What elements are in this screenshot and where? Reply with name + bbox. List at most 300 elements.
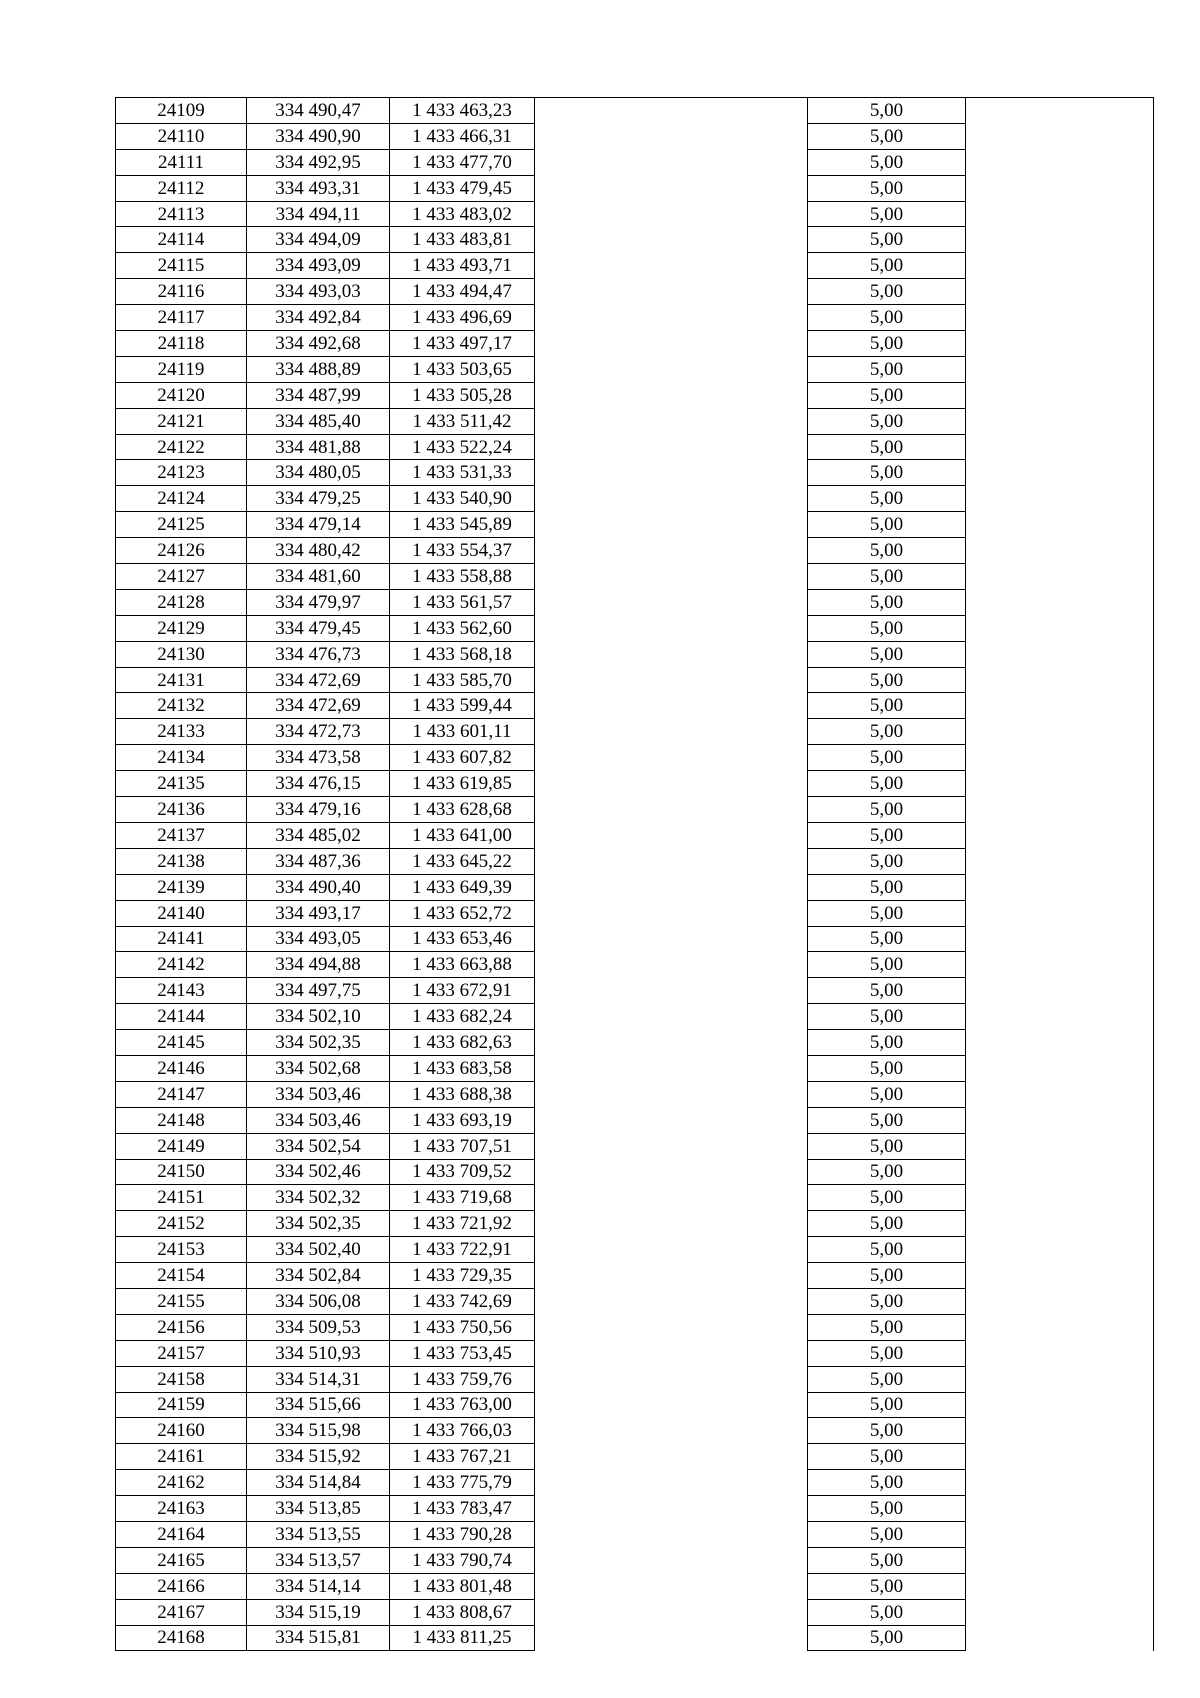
table-row bbox=[116, 771, 1154, 797]
point-number-cell: 24141 bbox=[116, 926, 247, 952]
x-coordinate-cell: 334 494,11 bbox=[247, 201, 390, 227]
accuracy-cell: 5,00 bbox=[808, 1081, 966, 1107]
blank-cell bbox=[966, 149, 1154, 175]
y-coordinate-cell: 1 433 466,31 bbox=[390, 123, 535, 149]
accuracy-cell: 5,00 bbox=[808, 564, 966, 590]
y-coordinate-cell: 1 433 722,91 bbox=[390, 1237, 535, 1263]
blank-cell bbox=[535, 1159, 808, 1185]
blank-cell bbox=[966, 745, 1154, 771]
table-row bbox=[116, 486, 1154, 512]
table-row bbox=[116, 797, 1154, 823]
table-row bbox=[116, 1133, 1154, 1159]
y-coordinate-cell: 1 433 693,19 bbox=[390, 1107, 535, 1133]
table-row bbox=[116, 667, 1154, 693]
blank-cell bbox=[535, 848, 808, 874]
point-number-cell: 24124 bbox=[116, 486, 247, 512]
blank-cell bbox=[966, 952, 1154, 978]
point-number-cell: 24140 bbox=[116, 900, 247, 926]
accuracy-cell: 5,00 bbox=[808, 408, 966, 434]
blank-cell bbox=[535, 874, 808, 900]
blank-cell bbox=[535, 952, 808, 978]
y-coordinate-cell: 1 433 477,70 bbox=[390, 149, 535, 175]
blank-cell bbox=[966, 667, 1154, 693]
x-coordinate-cell: 334 481,60 bbox=[247, 564, 390, 590]
table-row bbox=[116, 227, 1154, 253]
y-coordinate-cell: 1 433 688,38 bbox=[390, 1081, 535, 1107]
table-row bbox=[116, 538, 1154, 564]
blank-cell bbox=[535, 900, 808, 926]
accuracy-cell: 5,00 bbox=[808, 460, 966, 486]
table-row bbox=[116, 1004, 1154, 1030]
accuracy-cell: 5,00 bbox=[808, 1185, 966, 1211]
accuracy-cell: 5,00 bbox=[808, 1107, 966, 1133]
table-row bbox=[116, 356, 1154, 382]
y-coordinate-cell: 1 433 558,88 bbox=[390, 564, 535, 590]
accuracy-cell: 5,00 bbox=[808, 926, 966, 952]
blank-cell bbox=[535, 123, 808, 149]
blank-cell bbox=[535, 1496, 808, 1522]
y-coordinate-cell: 1 433 479,45 bbox=[390, 175, 535, 201]
x-coordinate-cell: 334 494,88 bbox=[247, 952, 390, 978]
accuracy-cell: 5,00 bbox=[808, 771, 966, 797]
x-coordinate-cell: 334 487,99 bbox=[247, 382, 390, 408]
accuracy-cell: 5,00 bbox=[808, 175, 966, 201]
x-coordinate-cell: 334 502,35 bbox=[247, 1030, 390, 1056]
table-row bbox=[116, 641, 1154, 667]
blank-cell bbox=[966, 1185, 1154, 1211]
y-coordinate-cell: 1 433 775,79 bbox=[390, 1470, 535, 1496]
point-number-cell: 24132 bbox=[116, 693, 247, 719]
blank-cell bbox=[966, 1496, 1154, 1522]
x-coordinate-cell: 334 503,46 bbox=[247, 1107, 390, 1133]
point-number-cell: 24146 bbox=[116, 1055, 247, 1081]
x-coordinate-cell: 334 485,02 bbox=[247, 822, 390, 848]
table-row bbox=[116, 952, 1154, 978]
blank-cell bbox=[966, 512, 1154, 538]
accuracy-cell: 5,00 bbox=[808, 305, 966, 331]
blank-cell bbox=[535, 434, 808, 460]
point-number-cell: 24125 bbox=[116, 512, 247, 538]
table-row bbox=[116, 1185, 1154, 1211]
x-coordinate-cell: 334 502,40 bbox=[247, 1237, 390, 1263]
blank-cell bbox=[966, 253, 1154, 279]
table-row bbox=[116, 1107, 1154, 1133]
blank-cell bbox=[966, 1573, 1154, 1599]
blank-cell bbox=[966, 538, 1154, 564]
table-row bbox=[116, 1444, 1154, 1470]
accuracy-cell: 5,00 bbox=[808, 98, 966, 124]
blank-cell bbox=[535, 1107, 808, 1133]
blank-cell bbox=[535, 1030, 808, 1056]
table-row bbox=[116, 1288, 1154, 1314]
x-coordinate-cell: 334 514,14 bbox=[247, 1573, 390, 1599]
blank-cell bbox=[966, 1263, 1154, 1289]
blank-cell bbox=[535, 1211, 808, 1237]
table-row bbox=[116, 1081, 1154, 1107]
x-coordinate-cell: 334 515,81 bbox=[247, 1625, 390, 1651]
blank-cell bbox=[966, 331, 1154, 357]
blank-cell bbox=[535, 1340, 808, 1366]
table-row bbox=[116, 1237, 1154, 1263]
blank-cell bbox=[535, 1004, 808, 1030]
point-number-cell: 24138 bbox=[116, 848, 247, 874]
table-row bbox=[116, 1366, 1154, 1392]
blank-cell bbox=[966, 1055, 1154, 1081]
y-coordinate-cell: 1 433 790,28 bbox=[390, 1521, 535, 1547]
point-number-cell: 24158 bbox=[116, 1366, 247, 1392]
x-coordinate-cell: 334 513,85 bbox=[247, 1496, 390, 1522]
point-number-cell: 24156 bbox=[116, 1314, 247, 1340]
blank-cell bbox=[966, 1133, 1154, 1159]
accuracy-cell: 5,00 bbox=[808, 201, 966, 227]
blank-cell bbox=[535, 771, 808, 797]
x-coordinate-cell: 334 490,47 bbox=[247, 98, 390, 124]
x-coordinate-cell: 334 485,40 bbox=[247, 408, 390, 434]
blank-cell bbox=[535, 1288, 808, 1314]
table-row bbox=[116, 331, 1154, 357]
blank-cell bbox=[535, 175, 808, 201]
y-coordinate-cell: 1 433 619,85 bbox=[390, 771, 535, 797]
accuracy-cell: 5,00 bbox=[808, 123, 966, 149]
accuracy-cell: 5,00 bbox=[808, 978, 966, 1004]
point-number-cell: 24147 bbox=[116, 1081, 247, 1107]
blank-cell bbox=[535, 279, 808, 305]
blank-cell bbox=[966, 1030, 1154, 1056]
accuracy-cell: 5,00 bbox=[808, 1521, 966, 1547]
accuracy-cell: 5,00 bbox=[808, 1263, 966, 1289]
x-coordinate-cell: 334 502,54 bbox=[247, 1133, 390, 1159]
y-coordinate-cell: 1 433 463,23 bbox=[390, 98, 535, 124]
point-number-cell: 24109 bbox=[116, 98, 247, 124]
blank-cell bbox=[966, 1521, 1154, 1547]
point-number-cell: 24161 bbox=[116, 1444, 247, 1470]
y-coordinate-cell: 1 433 497,17 bbox=[390, 331, 535, 357]
point-number-cell: 24157 bbox=[116, 1340, 247, 1366]
point-number-cell: 24131 bbox=[116, 667, 247, 693]
blank-cell bbox=[966, 615, 1154, 641]
point-number-cell: 24111 bbox=[116, 149, 247, 175]
x-coordinate-cell: 334 472,69 bbox=[247, 667, 390, 693]
y-coordinate-cell: 1 433 759,76 bbox=[390, 1366, 535, 1392]
x-coordinate-cell: 334 502,84 bbox=[247, 1263, 390, 1289]
accuracy-cell: 5,00 bbox=[808, 434, 966, 460]
table-row bbox=[116, 1340, 1154, 1366]
blank-cell bbox=[966, 1314, 1154, 1340]
y-coordinate-cell: 1 433 742,69 bbox=[390, 1288, 535, 1314]
blank-cell bbox=[535, 589, 808, 615]
x-coordinate-cell: 334 515,98 bbox=[247, 1418, 390, 1444]
x-coordinate-cell: 334 502,68 bbox=[247, 1055, 390, 1081]
point-number-cell: 24128 bbox=[116, 589, 247, 615]
accuracy-cell: 5,00 bbox=[808, 1159, 966, 1185]
point-number-cell: 24115 bbox=[116, 253, 247, 279]
point-number-cell: 24117 bbox=[116, 305, 247, 331]
blank-cell bbox=[966, 641, 1154, 667]
y-coordinate-cell: 1 433 649,39 bbox=[390, 874, 535, 900]
y-coordinate-cell: 1 433 683,58 bbox=[390, 1055, 535, 1081]
accuracy-cell: 5,00 bbox=[808, 1444, 966, 1470]
x-coordinate-cell: 334 514,84 bbox=[247, 1470, 390, 1496]
x-coordinate-cell: 334 513,55 bbox=[247, 1521, 390, 1547]
x-coordinate-cell: 334 493,31 bbox=[247, 175, 390, 201]
table-row bbox=[116, 1625, 1154, 1651]
table-row bbox=[116, 719, 1154, 745]
x-coordinate-cell: 334 480,05 bbox=[247, 460, 390, 486]
table-row bbox=[116, 900, 1154, 926]
accuracy-cell: 5,00 bbox=[808, 874, 966, 900]
x-coordinate-cell: 334 490,90 bbox=[247, 123, 390, 149]
blank-cell bbox=[966, 822, 1154, 848]
table-row bbox=[116, 615, 1154, 641]
blank-cell bbox=[535, 1625, 808, 1651]
x-coordinate-cell: 334 493,03 bbox=[247, 279, 390, 305]
blank-cell bbox=[966, 1444, 1154, 1470]
table-row bbox=[116, 1055, 1154, 1081]
x-coordinate-cell: 334 473,58 bbox=[247, 745, 390, 771]
x-coordinate-cell: 334 515,66 bbox=[247, 1392, 390, 1418]
blank-cell bbox=[535, 149, 808, 175]
table-row bbox=[116, 123, 1154, 149]
blank-cell bbox=[535, 1418, 808, 1444]
blank-cell bbox=[535, 641, 808, 667]
table-row bbox=[116, 305, 1154, 331]
blank-cell bbox=[966, 1107, 1154, 1133]
point-number-cell: 24134 bbox=[116, 745, 247, 771]
x-coordinate-cell: 334 476,73 bbox=[247, 641, 390, 667]
x-coordinate-cell: 334 502,32 bbox=[247, 1185, 390, 1211]
point-number-cell: 24162 bbox=[116, 1470, 247, 1496]
blank-cell bbox=[966, 305, 1154, 331]
blank-cell bbox=[966, 279, 1154, 305]
blank-cell bbox=[966, 227, 1154, 253]
x-coordinate-cell: 334 492,95 bbox=[247, 149, 390, 175]
blank-cell bbox=[535, 1133, 808, 1159]
blank-cell bbox=[966, 1288, 1154, 1314]
accuracy-cell: 5,00 bbox=[808, 279, 966, 305]
table-row bbox=[116, 1030, 1154, 1056]
x-coordinate-cell: 334 479,14 bbox=[247, 512, 390, 538]
y-coordinate-cell: 1 433 554,37 bbox=[390, 538, 535, 564]
table-row bbox=[116, 874, 1154, 900]
blank-cell bbox=[966, 1599, 1154, 1625]
blank-cell bbox=[535, 201, 808, 227]
point-number-cell: 24116 bbox=[116, 279, 247, 305]
accuracy-cell: 5,00 bbox=[808, 1340, 966, 1366]
blank-cell bbox=[535, 305, 808, 331]
x-coordinate-cell: 334 515,19 bbox=[247, 1599, 390, 1625]
blank-cell bbox=[966, 1004, 1154, 1030]
accuracy-cell: 5,00 bbox=[808, 693, 966, 719]
blank-cell bbox=[966, 1392, 1154, 1418]
table-row bbox=[116, 279, 1154, 305]
x-coordinate-cell: 334 503,46 bbox=[247, 1081, 390, 1107]
blank-cell bbox=[966, 797, 1154, 823]
point-number-cell: 24126 bbox=[116, 538, 247, 564]
y-coordinate-cell: 1 433 494,47 bbox=[390, 279, 535, 305]
table-row bbox=[116, 1547, 1154, 1573]
accuracy-cell: 5,00 bbox=[808, 615, 966, 641]
point-number-cell: 24159 bbox=[116, 1392, 247, 1418]
x-coordinate-cell: 334 472,69 bbox=[247, 693, 390, 719]
x-coordinate-cell: 334 493,17 bbox=[247, 900, 390, 926]
x-coordinate-cell: 334 493,09 bbox=[247, 253, 390, 279]
point-number-cell: 24130 bbox=[116, 641, 247, 667]
x-coordinate-cell: 334 502,46 bbox=[247, 1159, 390, 1185]
blank-cell bbox=[966, 123, 1154, 149]
x-coordinate-cell: 334 502,10 bbox=[247, 1004, 390, 1030]
y-coordinate-cell: 1 433 721,92 bbox=[390, 1211, 535, 1237]
blank-cell bbox=[966, 1237, 1154, 1263]
blank-cell bbox=[966, 589, 1154, 615]
blank-cell bbox=[966, 900, 1154, 926]
point-number-cell: 24149 bbox=[116, 1133, 247, 1159]
table-row bbox=[116, 1211, 1154, 1237]
blank-cell bbox=[535, 408, 808, 434]
accuracy-cell: 5,00 bbox=[808, 1211, 966, 1237]
y-coordinate-cell: 1 433 531,33 bbox=[390, 460, 535, 486]
table-row bbox=[116, 822, 1154, 848]
table-row bbox=[116, 978, 1154, 1004]
blank-cell bbox=[535, 1470, 808, 1496]
blank-cell bbox=[535, 564, 808, 590]
accuracy-cell: 5,00 bbox=[808, 1418, 966, 1444]
accuracy-cell: 5,00 bbox=[808, 227, 966, 253]
table-row bbox=[116, 175, 1154, 201]
y-coordinate-cell: 1 433 601,11 bbox=[390, 719, 535, 745]
y-coordinate-cell: 1 433 641,00 bbox=[390, 822, 535, 848]
table-row bbox=[116, 149, 1154, 175]
x-coordinate-cell: 334 479,16 bbox=[247, 797, 390, 823]
x-coordinate-cell: 334 513,57 bbox=[247, 1547, 390, 1573]
point-number-cell: 24167 bbox=[116, 1599, 247, 1625]
table-row bbox=[116, 745, 1154, 771]
blank-cell bbox=[535, 486, 808, 512]
accuracy-cell: 5,00 bbox=[808, 1366, 966, 1392]
blank-cell bbox=[535, 538, 808, 564]
accuracy-cell: 5,00 bbox=[808, 667, 966, 693]
blank-cell bbox=[535, 1081, 808, 1107]
accuracy-cell: 5,00 bbox=[808, 900, 966, 926]
blank-cell bbox=[535, 1444, 808, 1470]
blank-cell bbox=[535, 1185, 808, 1211]
accuracy-cell: 5,00 bbox=[808, 719, 966, 745]
table-row bbox=[116, 1159, 1154, 1185]
y-coordinate-cell: 1 433 496,69 bbox=[390, 305, 535, 331]
x-coordinate-cell: 334 494,09 bbox=[247, 227, 390, 253]
blank-cell bbox=[535, 1521, 808, 1547]
y-coordinate-cell: 1 433 729,35 bbox=[390, 1263, 535, 1289]
accuracy-cell: 5,00 bbox=[808, 822, 966, 848]
accuracy-cell: 5,00 bbox=[808, 1030, 966, 1056]
blank-cell bbox=[966, 1418, 1154, 1444]
y-coordinate-cell: 1 433 483,81 bbox=[390, 227, 535, 253]
y-coordinate-cell: 1 433 503,65 bbox=[390, 356, 535, 382]
table-row bbox=[116, 1470, 1154, 1496]
blank-cell bbox=[966, 460, 1154, 486]
accuracy-cell: 5,00 bbox=[808, 1599, 966, 1625]
table-row bbox=[116, 1263, 1154, 1289]
y-coordinate-cell: 1 433 568,18 bbox=[390, 641, 535, 667]
y-coordinate-cell: 1 433 719,68 bbox=[390, 1185, 535, 1211]
table-row bbox=[116, 693, 1154, 719]
y-coordinate-cell: 1 433 763,00 bbox=[390, 1392, 535, 1418]
blank-cell bbox=[535, 512, 808, 538]
blank-cell bbox=[535, 356, 808, 382]
point-number-cell: 24165 bbox=[116, 1547, 247, 1573]
y-coordinate-cell: 1 433 545,89 bbox=[390, 512, 535, 538]
blank-cell bbox=[966, 978, 1154, 1004]
blank-cell bbox=[535, 1055, 808, 1081]
accuracy-cell: 5,00 bbox=[808, 1237, 966, 1263]
y-coordinate-cell: 1 433 707,51 bbox=[390, 1133, 535, 1159]
point-number-cell: 24168 bbox=[116, 1625, 247, 1651]
y-coordinate-cell: 1 433 663,88 bbox=[390, 952, 535, 978]
x-coordinate-cell: 334 497,75 bbox=[247, 978, 390, 1004]
y-coordinate-cell: 1 433 801,48 bbox=[390, 1573, 535, 1599]
x-coordinate-cell: 334 506,08 bbox=[247, 1288, 390, 1314]
table-row bbox=[116, 1418, 1154, 1444]
blank-cell bbox=[966, 434, 1154, 460]
y-coordinate-cell: 1 433 493,71 bbox=[390, 253, 535, 279]
blank-cell bbox=[966, 1547, 1154, 1573]
y-coordinate-cell: 1 433 585,70 bbox=[390, 667, 535, 693]
table-row bbox=[116, 1573, 1154, 1599]
accuracy-cell: 5,00 bbox=[808, 848, 966, 874]
blank-cell bbox=[966, 719, 1154, 745]
table-row bbox=[116, 98, 1154, 124]
point-number-cell: 24120 bbox=[116, 382, 247, 408]
blank-cell bbox=[535, 797, 808, 823]
accuracy-cell: 5,00 bbox=[808, 1547, 966, 1573]
accuracy-cell: 5,00 bbox=[808, 589, 966, 615]
table-row bbox=[116, 460, 1154, 486]
x-coordinate-cell: 334 515,92 bbox=[247, 1444, 390, 1470]
point-number-cell: 24129 bbox=[116, 615, 247, 641]
x-coordinate-cell: 334 487,36 bbox=[247, 848, 390, 874]
x-coordinate-cell: 334 493,05 bbox=[247, 926, 390, 952]
y-coordinate-cell: 1 433 672,91 bbox=[390, 978, 535, 1004]
blank-cell bbox=[966, 926, 1154, 952]
table-row bbox=[116, 1599, 1154, 1625]
point-number-cell: 24135 bbox=[116, 771, 247, 797]
y-coordinate-cell: 1 433 645,22 bbox=[390, 848, 535, 874]
accuracy-cell: 5,00 bbox=[808, 1470, 966, 1496]
blank-cell bbox=[966, 201, 1154, 227]
y-coordinate-cell: 1 433 607,82 bbox=[390, 745, 535, 771]
point-number-cell: 24143 bbox=[116, 978, 247, 1004]
blank-cell bbox=[535, 745, 808, 771]
y-coordinate-cell: 1 433 483,02 bbox=[390, 201, 535, 227]
point-number-cell: 24133 bbox=[116, 719, 247, 745]
blank-cell bbox=[966, 382, 1154, 408]
y-coordinate-cell: 1 433 811,25 bbox=[390, 1625, 535, 1651]
blank-cell bbox=[966, 98, 1154, 124]
accuracy-cell: 5,00 bbox=[808, 1055, 966, 1081]
accuracy-cell: 5,00 bbox=[808, 1004, 966, 1030]
x-coordinate-cell: 334 479,45 bbox=[247, 615, 390, 641]
x-coordinate-cell: 334 490,40 bbox=[247, 874, 390, 900]
point-number-cell: 24150 bbox=[116, 1159, 247, 1185]
point-number-cell: 24142 bbox=[116, 952, 247, 978]
blank-cell bbox=[535, 98, 808, 124]
table-row bbox=[116, 253, 1154, 279]
point-number-cell: 24151 bbox=[116, 1185, 247, 1211]
blank-cell bbox=[966, 1366, 1154, 1392]
blank-cell bbox=[535, 615, 808, 641]
y-coordinate-cell: 1 433 767,21 bbox=[390, 1444, 535, 1470]
blank-cell bbox=[966, 1081, 1154, 1107]
accuracy-cell: 5,00 bbox=[808, 356, 966, 382]
